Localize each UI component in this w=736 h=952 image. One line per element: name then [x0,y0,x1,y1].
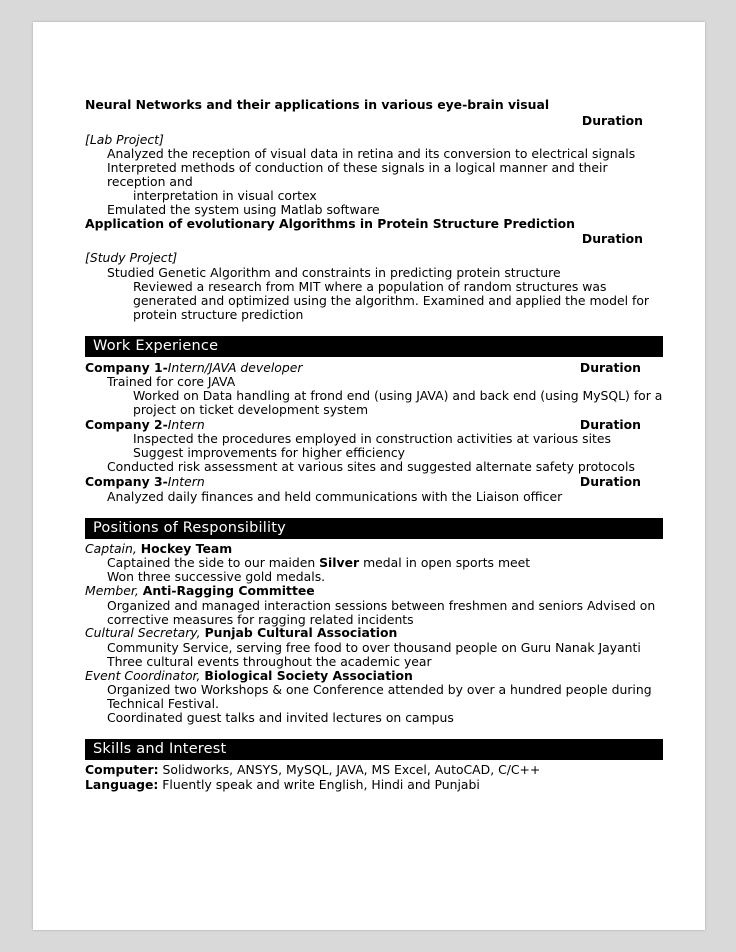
position-bullet [85,556,665,570]
work-bullet: Trained for core JAVA [107,374,236,390]
position-org: Biological Society Association [204,667,413,683]
skills-label: Computer: [85,762,159,778]
work-subbullet: Worked on Data handling at frond end (using JAVA) and back end (using MySQL) for a project on ticket development system [133,388,663,417]
project-subtitle: [Study Project] [85,250,178,266]
work-entry-header [85,360,665,376]
section-heading-work-experience: Work Experience [85,336,663,357]
position-role: Member, [85,583,139,599]
work-subbullet: Inspected the procedures employed in construction activities at various sites Suggest improvements for higher efficiency [133,431,611,461]
skills-value: Fluently speak and write English, Hindi and Punjabi [158,776,480,792]
project-bullet: Studied Genetic Algorithm and constraints in predicting protein structure [107,264,561,280]
work-entry-header [85,417,665,433]
project-duration: Duration [581,231,643,247]
position-role: Event Coordinator, [85,667,201,683]
resume-page [33,22,705,930]
section-heading-positions: Positions of Responsibility [85,518,663,539]
project-bullet: Emulated the system using Matlab software [107,201,380,217]
resume-content [85,98,665,792]
company-duration: Duration [579,416,641,432]
company-duration: Duration [579,359,641,375]
project-title: Neural Networks and their applications in various eye-brain visual [85,97,550,112]
company-name: Company 1- [85,359,168,375]
skills-row [85,778,665,793]
position-role: Cultural Secretary, [85,625,201,641]
skills-label: Language: [85,776,159,792]
company-role: Intern [167,474,205,490]
company-duration: Duration [579,474,641,490]
work-bullet: Analyzed daily finances and held communications with the Liaison officer [107,488,563,504]
position-header [85,542,665,557]
position-org: Anti-Ragging Committee [142,583,315,599]
bullet-text: Captained the side to our maiden [107,555,320,571]
position-header [85,626,665,641]
project-bullet: Interpreted methods of conduction of these signals in a logical manner and their reception and [107,160,608,190]
project-bullet: Analyzed the reception of visual data in retina and its conversion to electrical signals [107,146,636,162]
position-bullet: Community Service, serving free food to over thousand people on Guru Nanak Jayanti Three cultural events throughout the academic year [107,640,641,669]
bullet-text-end: medal in open sports meet [359,555,531,571]
position-bullet: Coordinated guest talks and invited lectures on campus [107,710,454,726]
project-duration: Duration [581,112,643,128]
position-bullet: Organized and managed interaction sessions between freshmen and seniors Advised on corrective measures for ragging related incidents [107,597,656,627]
skills-row [85,763,665,778]
company-role: Intern [167,416,205,432]
position-bullet: Organized two Workshops & one Conference attended by over a hundred people during Technical Festival. [107,682,652,712]
position-org: Hockey Team [140,540,233,556]
position-bullet: Won three successive gold medals. [107,569,326,585]
project-subbullet: Reviewed a research from MIT where a population of random structures was generated and optimized using the algorithm. Examined and applied the model for protein structure prediction [133,278,649,322]
project-bullet: interpretation in visual cortex [133,187,317,203]
section-heading-skills: Skills and Interest [85,739,663,760]
work-entry-header [85,474,665,490]
bullet-emphasis: Silver [319,555,360,571]
company-role: Intern/JAVA developer [167,359,303,375]
company-name: Company 2- [85,416,168,432]
position-org: Punjab Cultural Association [204,625,398,641]
project-title: Application of evolutionary Algorithms in Protein Structure Prediction [85,215,575,231]
skills-value: Solidworks, ANSYS, MySQL, JAVA, MS Excel, AutoCAD, C/C++ [158,762,541,778]
project-subtitle: [Lab Project] [85,131,164,147]
position-header [85,584,665,599]
position-header [85,669,665,684]
work-bullet: Conducted risk assessment at various sites and suggested alternate safety protocols [107,459,635,475]
position-role: Captain, [85,540,137,556]
company-name: Company 3- [85,474,168,490]
